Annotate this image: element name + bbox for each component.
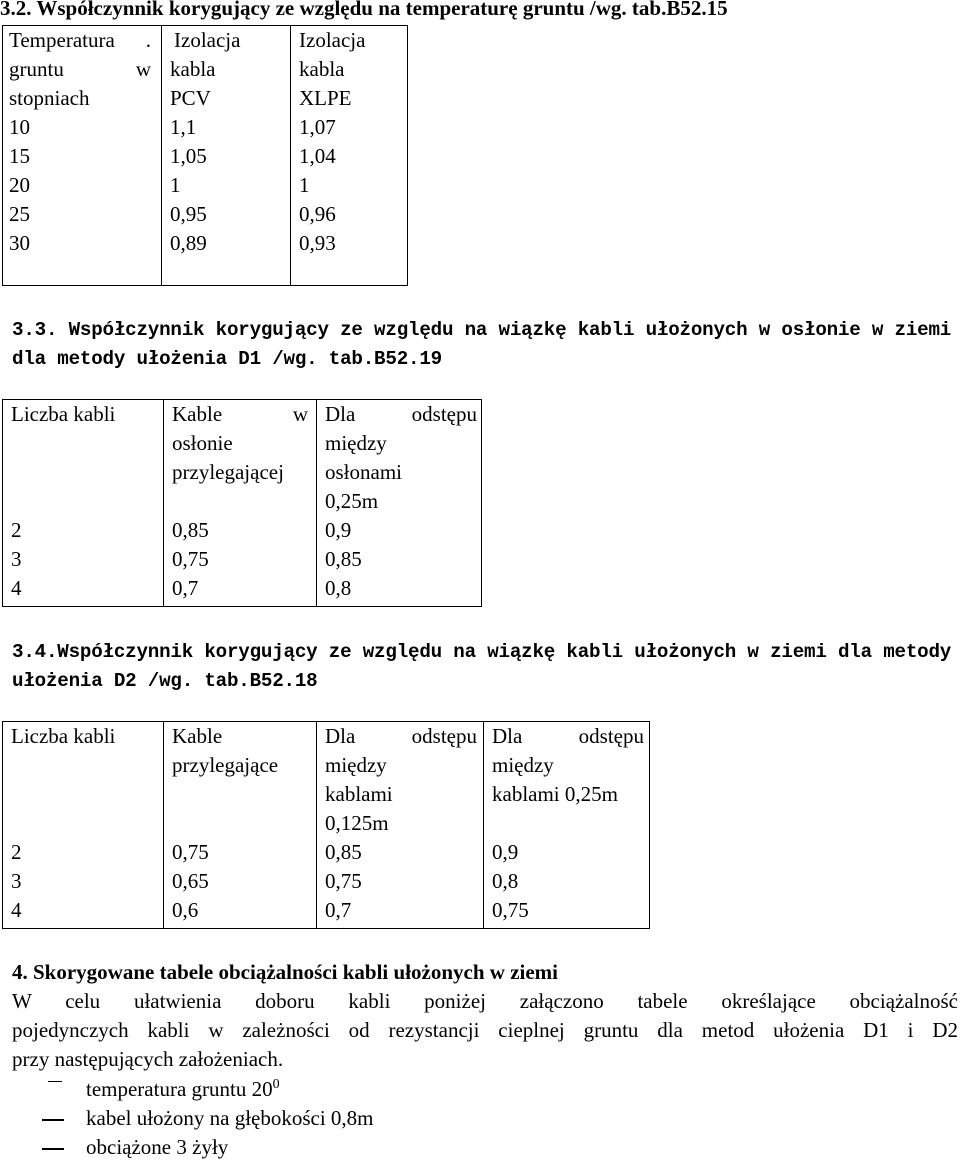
header-spacing-line2: między: [325, 431, 387, 455]
row-xlpe: 1,07: [299, 115, 336, 139]
row-count: 4: [11, 898, 22, 922]
header-count: Liczba kabli: [11, 724, 116, 748]
row-s25: 0,9: [492, 840, 519, 864]
header-adjacent-line2: osłonie: [172, 431, 233, 455]
row-temp: 15: [9, 144, 30, 168]
row-s125: 0,75: [325, 869, 362, 893]
bullet-text: temperatura gruntu 20: [86, 1077, 273, 1101]
header-spacing-line3: osłonami: [325, 460, 402, 484]
header-pcv-line3: PCV: [170, 86, 211, 110]
row-spacing: 0,8: [325, 576, 352, 600]
row-s25: 0,75: [492, 898, 529, 922]
count-column: [3, 722, 164, 929]
row-s125: 0,85: [325, 840, 362, 864]
header-s25-line1: Dla odstępu: [492, 724, 644, 748]
header-spacing-line4: 0,25m: [325, 489, 379, 513]
header-count: Liczba kabli: [11, 402, 116, 426]
bullet-item: [42, 1133, 902, 1162]
row-xlpe: 1: [299, 173, 310, 197]
row-adjacent: 0,75: [172, 840, 209, 864]
row-s125: 0,7: [325, 898, 352, 922]
header-adjacent-line3: przylegającej: [172, 460, 284, 484]
row-count: 3: [11, 547, 22, 571]
header-xlpe-line3: XLPE: [299, 86, 352, 110]
adjacent-column: [164, 400, 317, 607]
header-s125-line4: 0,125m: [325, 811, 389, 835]
dash-icon: [42, 1104, 64, 1133]
temperature-table: [2, 25, 408, 286]
header-s125-line2: między: [325, 753, 387, 777]
adjacent-column: [164, 722, 317, 929]
header-temp-line2: gruntu w: [9, 57, 151, 81]
row-adjacent: 0,7: [172, 576, 199, 600]
bullet-item: [42, 1104, 902, 1133]
section-3-3-heading-line1: 3.3. Współczynnik korygujący ze względu na wiązkę kabli ułożonych w osłonie w ziemi: [12, 319, 952, 341]
bullet-item: [48, 1075, 908, 1104]
section-3-3-heading: [12, 316, 958, 374]
row-temp: 20: [9, 173, 30, 197]
row-xlpe: 1,04: [299, 144, 336, 168]
row-adjacent: 0,6: [172, 898, 199, 922]
header-adjacent-line1: Kable w: [172, 402, 308, 426]
section-3-4-heading: [12, 638, 958, 696]
row-adjacent: 0,75: [172, 547, 209, 571]
row-spacing: 0,85: [325, 547, 362, 571]
row-temp: 25: [9, 202, 30, 226]
row-pcv: 1,05: [170, 144, 207, 168]
header-s125-line1: Dla odstępu: [325, 724, 477, 748]
header-pcv-line1: Izolacja: [174, 28, 241, 52]
header-temp-line3: stopniach: [9, 86, 90, 110]
row-count: 2: [11, 840, 22, 864]
paragraph-line3: przy następujących założeniach.: [12, 1047, 284, 1071]
row-s25: 0,8: [492, 869, 519, 893]
header-xlpe-line2: kabla: [299, 57, 345, 81]
count-column: [3, 400, 164, 607]
section-3-4-heading-line2: ułożenia D2 /wg. tab.B52.18: [12, 670, 318, 692]
bullet-superscript: 0: [272, 1077, 280, 1092]
paragraph-line2: pojedynczych kabli w zależności od rezystancji cieplnej gruntu dla metod ułożenia D1 i D2: [12, 1018, 958, 1042]
section-3-4-heading-line1: 3.4.Współczynnik korygujący ze względu na wiązkę kabli ułożonych w ziemi dla metody: [12, 641, 952, 663]
row-xlpe: 0,93: [299, 231, 336, 255]
paragraph-line1: W celu ułatwienia doboru kabli poniżej załączono tabele określające obciążalność: [12, 989, 958, 1013]
bullet-text: kabel ułożony na głębokości 0,8m: [86, 1106, 374, 1130]
spacing-125-column: [317, 722, 484, 929]
bundle-d1-table: [2, 399, 482, 607]
row-spacing: 0,9: [325, 518, 352, 542]
section-4-heading: 4. Skorygowane tabele obciążalności kabli ułożonych w ziemi: [12, 960, 558, 984]
xlpe-column: [291, 26, 408, 286]
header-s125-line3: kablami: [325, 782, 393, 806]
temperature-column: [3, 26, 162, 286]
bullet-text: obciążone 3 żyły: [86, 1135, 229, 1159]
section-3-3-heading-line2: dla metody ułożenia D1 /wg. tab.B52.19: [12, 348, 442, 370]
row-pcv: 1: [170, 173, 181, 197]
section-4-paragraph: [12, 987, 958, 1074]
header-temp-line1: Temperatura .: [9, 28, 151, 52]
dash-icon: [42, 1133, 64, 1162]
bundle-d2-table: [2, 721, 650, 929]
header-spacing-line1: Dla odstępu: [325, 402, 477, 426]
header-adjacent-line2: przylegające: [172, 753, 279, 777]
row-count: 3: [11, 869, 22, 893]
header-xlpe-line1: Izolacja: [299, 28, 366, 52]
dash-icon: [48, 1075, 62, 1104]
row-temp: 30: [9, 231, 30, 255]
row-adjacent: 0,65: [172, 869, 209, 893]
row-temp: 10: [9, 115, 30, 139]
row-adjacent: 0,85: [172, 518, 209, 542]
header-adjacent-line1: Kable: [172, 724, 223, 748]
spacing-column: [317, 400, 482, 607]
section-3-2-heading: 3.2. Współczynnik korygujący ze względu na temperaturę gruntu /wg. tab.B52.15: [0, 0, 728, 20]
header-s25-line2: między: [492, 753, 554, 777]
spacing-25-column: [484, 722, 650, 929]
row-pcv: 0,95: [170, 202, 207, 226]
row-pcv: 1,1: [170, 115, 197, 139]
row-count: 4: [11, 576, 22, 600]
pcv-column: [162, 26, 291, 286]
row-xlpe: 0,96: [299, 202, 336, 226]
header-pcv-line2: kabla: [170, 57, 216, 81]
header-s25-line3: kablami 0,25m: [492, 782, 618, 806]
row-pcv: 0,89: [170, 231, 207, 255]
row-count: 2: [11, 518, 22, 542]
